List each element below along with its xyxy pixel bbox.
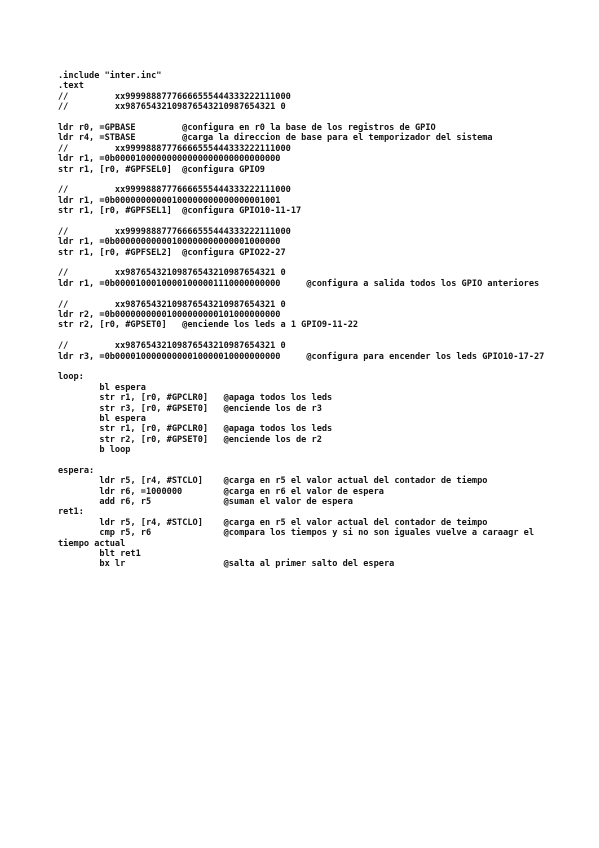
code-line: ldr r1, =0b00001000000000000000000000000000 [58, 154, 281, 165]
blank-line [58, 175, 548, 185]
code-listing [58, 71, 548, 570]
code-line: ret1: [58, 507, 84, 518]
code-line: ldr r5, [r4, #STCLO] @carga en r5 el valor actual del contador de tiempo [58, 476, 488, 487]
code-line: ldr r1, =0b00001000100001000001110000000000 @configura a salida todos los GPIO anteriores [58, 278, 540, 289]
code-line: // xx99998887776666555444333222111000 [58, 143, 291, 154]
code-line: .text [58, 81, 84, 92]
code-line: espera: [58, 465, 95, 476]
code-line: bl espera [58, 413, 146, 424]
code-line: bx lr @salta al primer salto del espera [58, 559, 395, 570]
code-line: bl espera [58, 382, 146, 393]
blank-line [58, 456, 548, 466]
blank-line [58, 289, 548, 299]
code-line: // xx99998887776666555444333222111000 [58, 185, 291, 196]
code-line: .include "inter.inc" [58, 71, 162, 81]
code-line: ldr r1, =0b00000000000100000000000001000000 [58, 237, 281, 248]
code-line: ldr r6, =1000000 @carga en r6 el valor de espera [58, 486, 384, 497]
code-line: str r1, [r0, #GPFSEL1] @configura GPIO10-11-17 [58, 206, 302, 217]
blank-line [58, 258, 548, 268]
code-line: // xx99998887776666555444333222111000 [58, 226, 291, 237]
code-line: str r3, [r0, #GPSET0] @enciende los de r3 [58, 403, 322, 414]
code-line: ldr r3, =0b00001000000000010000010000000000 @configura para encender los leds GPIO10-17-27 [58, 351, 545, 362]
code-line: str r2, [r0, #GPSET0] @enciende los leds a 1 GPIO9-11-22 [58, 320, 359, 331]
code-line: ldr r2, =0b00000000001000000000101000000000 [58, 310, 281, 321]
blank-line [58, 331, 548, 341]
code-line: ldr r5, [r4, #STCLO] @carga en r5 el valor actual del contador de teimpo [58, 517, 488, 528]
code-line: // xx98765432109876543210987654321 0 [58, 341, 286, 352]
code-line: // xx99998887776666555444333222111000 [58, 91, 291, 102]
blank-line [58, 216, 548, 226]
code-line: str r2, [r0, #GPSET0] @enciende los de r2 [58, 434, 322, 445]
code-line: loop: [58, 372, 84, 383]
code-line: // xx98765432109876543210987654321 0 [58, 268, 286, 279]
code-line: // xx98765432109876543210987654321 0 [58, 102, 286, 113]
code-line: str r1, [r0, #GPCLR0] @apaga todos los leds [58, 393, 333, 404]
code-line: cmp r5, r6 @compara los tiempos y si no son iguales vuelve a caraagr el tiempo actual [58, 528, 540, 549]
code-line: str r1, [r0, #GPFSEL2] @configura GPIO22-27 [58, 247, 286, 258]
blank-line [58, 362, 548, 372]
code-line: add r6, r5 @suman el valor de espera [58, 497, 353, 508]
code-line: ldr r0, =GPBASE @configura en r0 la base de los registros de GPIO [58, 122, 436, 133]
code-line: ldr r1, =0b00000000000100000000000000001001 [58, 195, 281, 206]
blank-line [58, 113, 548, 123]
code-line: // xx98765432109876543210987654321 0 [58, 299, 286, 310]
code-line: str r1, [r0, #GPFSEL0] @configura GPIO9 [58, 164, 265, 175]
code-line: ldr r4, =STBASE @carga la direccion de base para el temporizador del sistema [58, 133, 493, 144]
code-line: b loop [58, 445, 131, 456]
code-line: blt ret1 [58, 549, 141, 560]
code-line: str r1, [r0, #GPCLR0] @apaga todos los leds [58, 424, 333, 435]
